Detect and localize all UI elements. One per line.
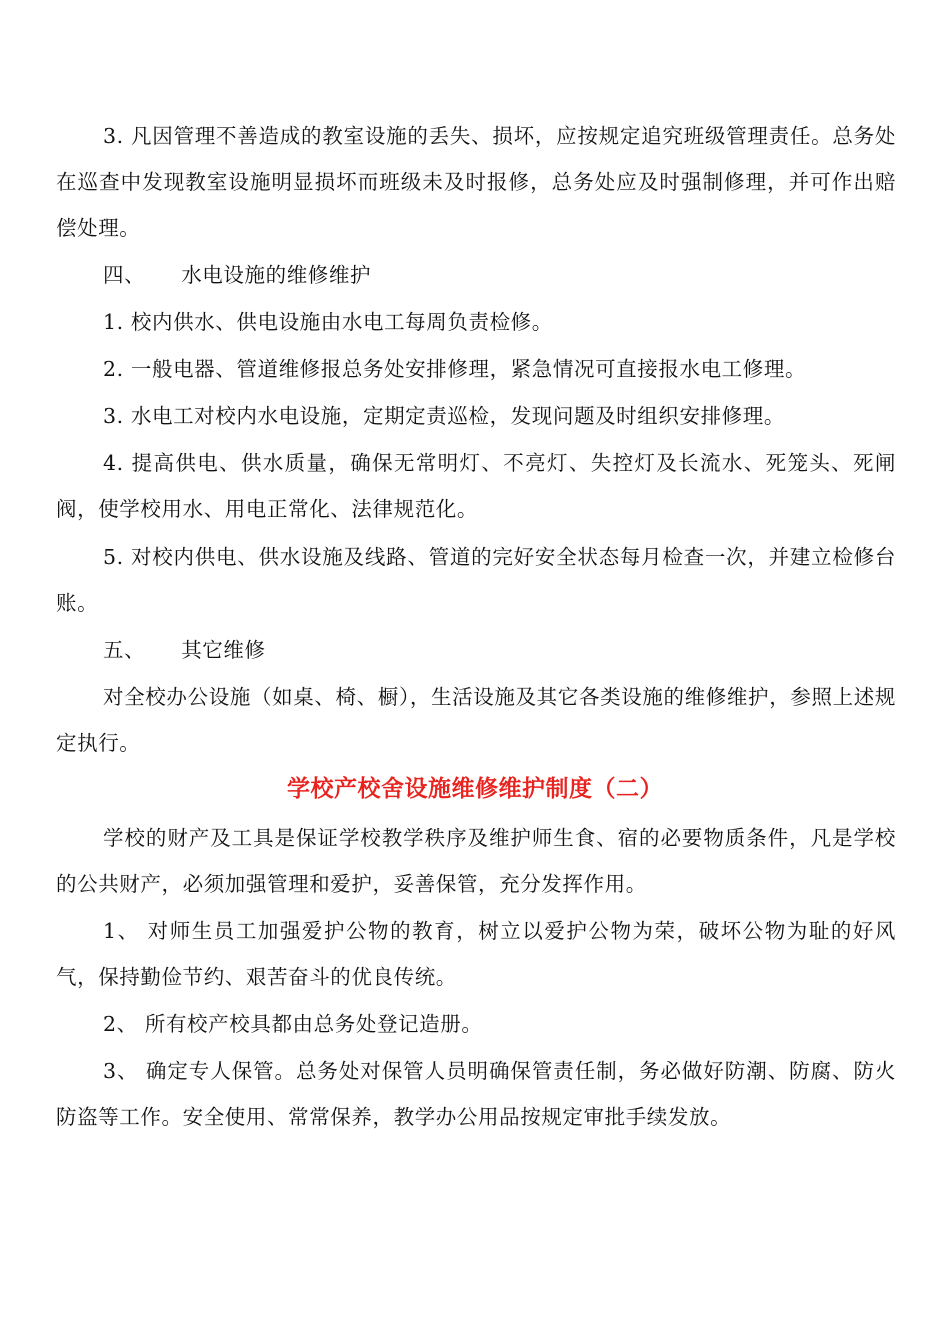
paragraph-asset-item-1: 1、 对师生员工加强爱护公物的教育，树立以爱护公物为荣，破坏公物为耻的好风气，保持勤俭节约、艰苦奋斗的优良传统。 bbox=[56, 919, 896, 989]
document-title: 学校产校舍设施维修维护制度（二） bbox=[287, 775, 663, 802]
paragraph-intro: 学校的财产及工具是保证学校教学秩序及维护师生食、宿的必要物质条件，凡是学校的公共财产，必须加强管理和爱护，妥善保管，充分发挥作用。 bbox=[56, 826, 896, 896]
paragraph-water-item-1: 1. 校内供水、供电设施由水电工每周负责检修。 bbox=[103, 310, 553, 334]
section-heading-5 bbox=[56, 627, 896, 673]
paragraph-water-item-2: 2. 一般电器、管道维修报总务处安排修理，紧急情况可直接报水电工修理。 bbox=[103, 357, 807, 381]
section-number: 五、 bbox=[103, 638, 146, 662]
paragraph-water-item-3: 3. 水电工对校内水电设施，定期定责巡检，发现问题及时组织安排修理。 bbox=[103, 404, 785, 428]
paragraph-item-3-classroom: 3. 凡因管理不善造成的教室设施的丢失、损坏，应按规定追究班级管理责任。总务处在巡查中发现教室设施明显损坏而班级未及时报修，总务处应及时强制修理，并可作出赔偿处理。 bbox=[56, 124, 896, 240]
section-title: 其它维修 bbox=[181, 638, 266, 662]
paragraph-water-item-5: 5. 对校内供电、供水设施及线路、管道的完好安全状态每月检查一次，并建立检修台账。 bbox=[56, 545, 896, 615]
section-title: 水电设施的维修维护 bbox=[181, 263, 372, 287]
paragraph-water-item-4: 4. 提高供电、供水质量，确保无常明灯、不亮灯、失控灯及长流水、死笼头、死闸阀，使学校用水、用电正常化、法律规范化。 bbox=[56, 451, 896, 521]
paragraph-asset-item-3: 3、 确定专人保管。总务处对保管人员明确保管责任制，务必做好防潮、防腐、防火防盗等工作。安全使用、常常保养，教学办公用品按规定审批手续发放。 bbox=[56, 1059, 896, 1129]
section-number: 四、 bbox=[103, 263, 146, 287]
section-heading-4 bbox=[56, 252, 896, 298]
paragraph-asset-item-2: 2、 所有校产校具都由总务处登记造册。 bbox=[103, 1012, 483, 1036]
paragraph-other-repair: 对全校办公设施（如桌、椅、橱），生活设施及其它各类设施的维修维护，参照上述规定执行。 bbox=[56, 685, 896, 755]
